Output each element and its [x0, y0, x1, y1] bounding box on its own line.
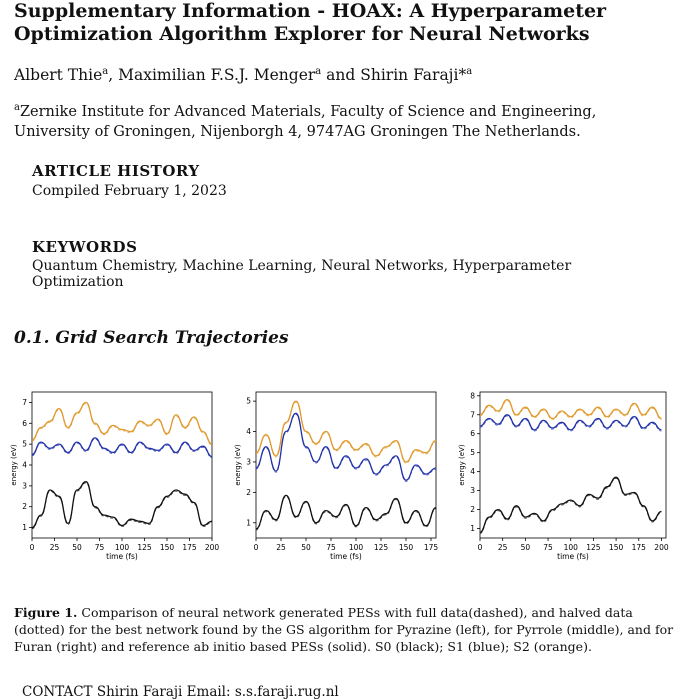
x-tick-label: 175 [182, 543, 197, 552]
author-name: Albert Thie [14, 66, 103, 85]
x-tick-label: 50 [72, 543, 82, 552]
author-name: Shirin Faraji* [360, 66, 467, 85]
author-affil-mark: a [315, 66, 322, 77]
x-tick-label: 25 [276, 543, 286, 552]
y-tick-label: 5 [246, 396, 251, 406]
x-tick-label: 100 [114, 543, 130, 552]
y-tick-label: 4 [246, 427, 251, 437]
y-tick-label: 3 [470, 486, 475, 496]
series-line [32, 402, 212, 444]
paper-title: Supplementary Information - HOAX: A Hyperparameter Optimization Algorithm Explorer for Neural Networks [14, 0, 607, 45]
y-tick-label: 6 [470, 429, 475, 439]
x-tick-label: 200 [204, 543, 220, 552]
y-tick-label: 2 [246, 487, 251, 497]
author-affil-mark: a [466, 66, 473, 77]
y-tick-label: 7 [22, 397, 27, 407]
x-tick-label: 150 [398, 543, 414, 552]
x-tick-label: 150 [159, 543, 175, 552]
author-separator: and [321, 66, 361, 85]
author-affil-mark: a [102, 66, 109, 77]
plot-frame [480, 392, 666, 538]
x-axis-label: time (fs) [557, 552, 589, 561]
keywords-heading: KEYWORDS [32, 238, 138, 256]
affiliation [14, 98, 674, 142]
y-tick-label: 3 [246, 457, 251, 467]
x-tick-label: 100 [348, 543, 364, 552]
y-tick-label: 1 [246, 518, 251, 528]
series-line [32, 482, 212, 528]
x-tick-label: 150 [608, 543, 624, 552]
article-history-text: Compiled February 1, 2023 [32, 183, 227, 199]
series-line [256, 413, 436, 480]
y-tick-label: 1 [22, 523, 27, 533]
x-tick-label: 75 [543, 543, 553, 552]
y-tick-label: 2 [22, 502, 27, 512]
chart-furan [456, 384, 674, 572]
series-line-dashed [256, 497, 436, 530]
y-tick-label: 6 [22, 418, 27, 428]
y-tick-label: 4 [470, 467, 475, 477]
series-line-dashed [32, 404, 212, 446]
section-heading: 0.1. Grid Search Trajectories [14, 328, 289, 348]
x-tick-label: 0 [29, 543, 35, 552]
x-axis-label: time (fs) [330, 552, 362, 561]
y-tick-label: 4 [22, 460, 27, 470]
series-line-dashed [32, 483, 212, 529]
series-line [256, 495, 436, 529]
y-axis-label: energy (eV) [458, 444, 466, 486]
y-tick-label: 5 [22, 439, 27, 449]
plot-frame [32, 392, 212, 538]
x-tick-label: 125 [586, 543, 601, 552]
y-axis-label: energy (eV) [234, 444, 242, 486]
affiliation-mark: a [14, 102, 20, 113]
x-tick-label: 175 [631, 543, 646, 552]
x-tick-label: 75 [326, 543, 336, 552]
x-tick-label: 0 [477, 543, 483, 552]
caption-label: Figure 1. [14, 605, 78, 620]
author-name: Maximilian F.S.J. Menger [118, 66, 316, 85]
series-line-dashed [256, 415, 436, 482]
figure-caption [14, 604, 674, 655]
x-tick-label: 175 [423, 543, 439, 552]
chart-pyrazine [8, 384, 220, 572]
contact-line: CONTACT Shirin Faraji Email: s.s.faraji.rug.nl [22, 684, 339, 700]
y-tick-label: 1 [470, 524, 475, 534]
affiliation-text: Zernike Institute for Advanced Materials, Faculty of Science and Engineering, University of Groningen, Nijenborgh 4, 9747AG Groningen The Netherlands. [14, 103, 597, 140]
x-tick-label: 200 [654, 543, 669, 552]
author-list [14, 66, 472, 84]
y-tick-label: 8 [470, 391, 475, 401]
x-tick-label: 50 [520, 543, 531, 552]
y-tick-label: 7 [470, 410, 475, 420]
article-history-heading: ARTICLE HISTORY [32, 162, 200, 180]
plot-frame [256, 392, 436, 538]
x-tick-label: 25 [49, 543, 60, 552]
y-axis-label: energy (eV) [10, 444, 18, 486]
x-tick-label: 100 [563, 543, 578, 552]
author-separator: , [108, 66, 119, 85]
series-line [480, 477, 662, 532]
y-tick-label: 5 [470, 448, 475, 458]
series-line-dashed [480, 416, 662, 431]
x-tick-label: 125 [373, 543, 389, 552]
y-tick-label: 3 [22, 481, 27, 491]
chart-pyrrole [232, 384, 444, 572]
x-axis-label: time (fs) [106, 552, 138, 561]
x-tick-label: 0 [253, 543, 259, 552]
series-line-dashed [256, 402, 436, 463]
series-line-dashed [480, 479, 662, 534]
x-tick-label: 50 [301, 543, 311, 552]
keywords-text: Quantum Chemistry, Machine Learning, Neural Networks, Hyperparameter Optimization [32, 258, 572, 290]
x-tick-label: 25 [497, 543, 508, 552]
x-tick-label: 125 [137, 543, 152, 552]
x-tick-label: 75 [94, 543, 105, 552]
caption-text: Comparison of neural network generated PESs with full data(dashed), and halved data (dotted) for the best network found by the GS algorithm for Pyrazine (left), for Pyrrole (middle), and for Furan (right) and reference ab initio based PESs (solid). S0 (black); S1 (blue); S2 (orange). [14, 605, 674, 654]
series-line [256, 401, 436, 462]
y-tick-label: 2 [470, 505, 475, 515]
series-line [32, 438, 212, 457]
